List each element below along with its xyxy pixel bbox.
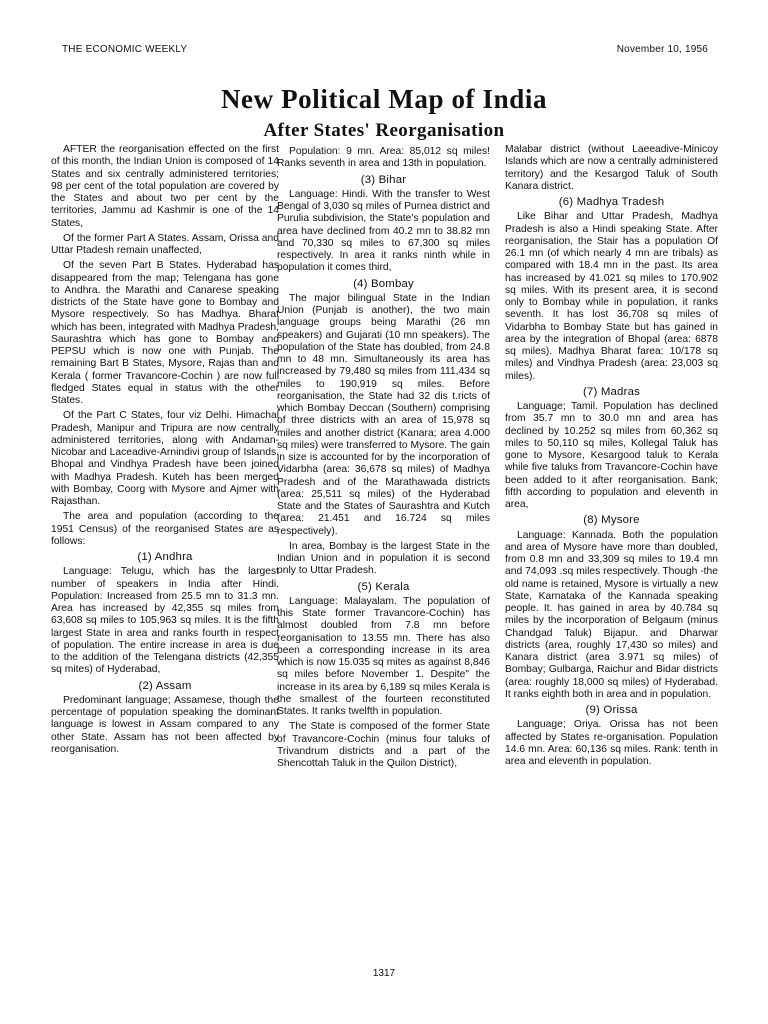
article-title: New Political Map of India xyxy=(220,84,548,114)
issue-date: November 10, 1956 xyxy=(616,44,708,55)
section-paragraph: Language: Malayalam. The population of this State former Travancore-Cochin) has almost doubled from 7.8 mn before reorganisation to 13.55 mn. There has also been a corresponding increase in its area which is now 15.035 sq mites as against 8,846 sq miles before November 1. Despite" the increase in its area by 6,189 sq miles Kerala is the smallest of the fourteen reconstituted States. It ranks twelfth in population. xyxy=(277,595,490,717)
section-paragraph: Language; Tamil. Population has declined from 35.7 mn to 30.0 mn and area has declined by 10.252 sq miles from 60,362 sq miles to 50,110 sq miles, Kollegal Taluk has gone to Mysore, Kesargood taluk to Kerala while five taluks from Travancore-Cochin have been added to it after reorganisation. Bank; fifth according to population and eleventh in area, xyxy=(505,401,718,510)
section-heading-madras: (7) Madras xyxy=(582,385,641,398)
article-subtitle: After States' Reorganisation xyxy=(263,120,505,141)
section-heading-mysore: (8) Mysore xyxy=(583,514,640,527)
section-paragraph: Malabar district (without Laeeadive-Minicoy Islands which are now a centrally administered territory) and the Kesargod Taluk of South Kanara district. xyxy=(505,144,718,192)
intro-paragraph: The area and population (according to the 1951 Census) of the reorganised States are as follows: xyxy=(51,511,279,547)
column-2 xyxy=(277,146,490,773)
intro-paragraph: Of the seven Part B States. Hyderabad has disappeared from the map; Telengana has gone to Andhra. the Marathi and Canarese speaking districts of the State have gone to Bombay and Mysore respectively. So has Madhya. Bharat which has been, integrated with Madhya Pradesh, Saurashtra which has gone to Bombay and PEPSU which is now one with Punjab. The remaining Bart B States, Mysore, Rajas than and Kerala ( former Travancore-Cochin ) are now full fledged States equal in status with the other States. xyxy=(51,260,279,406)
page-number: 1317 xyxy=(372,968,396,979)
section-paragraph: The State is composed of the former State of Travancore-Cochin (minus four taluks of Trivandrum districts and a part of the Shencottah Taluk in the Quilon District), xyxy=(277,721,490,769)
column-3 xyxy=(505,144,718,771)
section-heading-bombay: (4) Bombay xyxy=(353,277,414,290)
section-heading-assam: (2) Assam xyxy=(138,679,192,692)
section-paragraph: Language: Kannada. Both the population and area of Mysore have more than doubled, from 0.8 mn and 33,309 sq miles to 19.4 mn and 74,093 .sq miles respectively. Though -the old name is retained, Mysore is virtually a new State, Karnataka of the Kannada speaking people. It. has gained in area by 40.784 sq miles by the incorporation of Belgaum (minus Chandgad Taluk) Bijapur. and Dharwar districts (area, roughly 17,430 so miles) and Kanara district (area 3.971 sq miles) of Bombay; Gulbarga, Raichur and Bidar districts (area: roughly 18,000 sq miles) of Hyderabad. It ranks eighth both in area and in population. xyxy=(505,529,718,700)
intro-paragraph: Of the Part C States, four viz Delhi. Himachal Pradesh, Manipur and Tripura are now centrally administered territories, along with Andaman-Nicobar and Laceadive-Arnindivi group of Islands. Bhopal and Vindhya Pradesh have been joined with Madhya Pradesh. Kuteh has been merged with Bombay, Coorg with Mysore and Ajmer with Rajasthan. xyxy=(51,410,279,507)
section-paragraph: Language; Oriya. Orissa has not been affected by States re-organisation. Population 14.6 mn. Area: 60,136 sq miles. Rank: tenth in area and eleventh in population. xyxy=(505,719,718,767)
section-heading-orissa: (9) Orissa xyxy=(585,704,638,716)
section-heading-bihar: (3) Bihar xyxy=(360,173,407,186)
section-paragraph: Like Bihar and Uttar Pradesh, Madhya Pradesh is also a Hindi speaking State. After reorganisation, the Stair has a population Of 26.1 mn (of which nearly 4 mn are tribals) as compared with 18.4 mn in the past. Its area has increased by 41.021 sq miles to 170.902 sq miles. With its present area, it is second only to Bombay while in population, it ranks seventh. It has lost 36,708 sq miles of Vidarbha to Bombay State but has gained in area by the integration of Bhopal (area: 6878 sq miles). Madhya Bharat farea: 10/178 sq miles) and Vindhya Pradesh (area: 23,003 sq miles). xyxy=(505,211,718,382)
section-paragraph: Predominant language; Assamese, though the percentage of population speaking the dominant language is lowest in Assam compared to any other State. Assam has not been affected by reorganisation. xyxy=(51,694,279,755)
running-head xyxy=(62,44,708,55)
intro-paragraph: AFTER the reorganisation effected on the first of this month, the Indian Union is composed of 14 States and six centrally administered territories; 98 per cent of the total population are covered by the States and about two per cent by the territories, Jammu ad Kashmir is one of the 14 States, xyxy=(51,144,279,229)
section-paragraph: Population: 9 mn. Area: 85,012 sq miles! Ranks seventh in area and 13th in population. xyxy=(277,146,490,170)
section-paragraph: The major bilingual State in the Indian Union (Punjab is another), the two main language groups being Marathi (26 mn speakers) and Gujarati (10 mn speakers). The population of the State has doubled, from 24.8 mn to 48 mn. Simultaneously its area has increased by 79,480 sq miles from 111,434 sq miles to 190,919 sq miles. Before reorganisation, the State had 32 dis t.ricts of which Bombay Deccan (Southern) comprising of three districts with an area of 15,978 sq miles and another district (Kanara; area 4.000 sq miles) were transferred to Mysore. The gain in size is accounted for by the incorporation of Vidarbha (area: 36,678 sq miles) of Madhya Pradesh and of the Marathawada districts (area: 25,511 sq miles) of the Hyderabad State and the States of Saurashtra and Kutch (area: 21.451 and 16.724 sq miles respectively). xyxy=(277,292,490,537)
journal-name: THE ECONOMIC WEEKLY xyxy=(62,44,188,55)
section-heading-madhya-pradesh: (6) Madhya Tradesh xyxy=(558,196,665,208)
intro-paragraph: Of the former Part A States. Assam, Orissa and Uttar Ptadesh remain unaffected, xyxy=(51,232,279,256)
section-heading-andhra: (1) Andhra xyxy=(137,551,193,563)
section-paragraph: Language: Hindi. With the transfer to West Bengal of 3,030 sq miles of Purnea district and Purulia subdivision, the State's population and area have declined from 40.2 mn to 38.82 mn and 70,330 sq miles to 67,300 sq miles respectively. In area it ranks ninth while in population it comes third, xyxy=(277,188,490,274)
section-paragraph: Language: Telugu, which has the largest number of speakers in India after Hindi. Population: Increased from 25.5 mn to 31.3 mn. Area has increased by 42,355 sq miles from 63,608 sq miles to 105,963 sq miles. It is the fifth largest State in area and ranks fourth in respect of population. The entire increase in area is due to the addition of the Telengana districts (42,355 sq mites) of Hyderabad, xyxy=(51,566,279,676)
section-heading-kerala: (5) Kerala xyxy=(357,580,410,593)
section-paragraph: In area, Bombay is the largest State in the Indian Union and in population it is second only to Uttar Pradesh. xyxy=(277,540,490,577)
column-1 xyxy=(51,144,279,759)
